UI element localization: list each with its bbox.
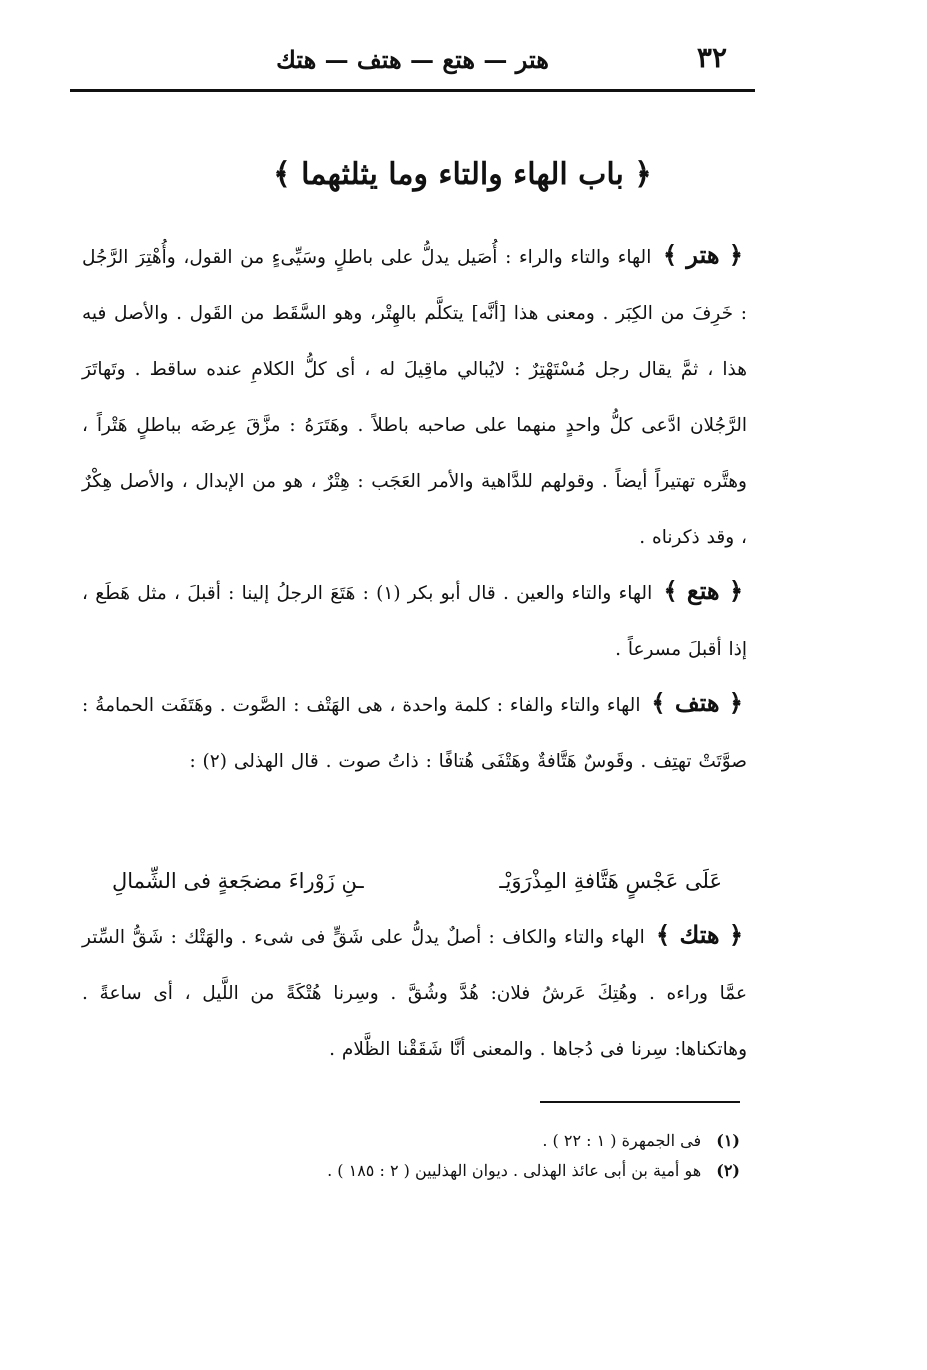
entry-hataf bbox=[82, 678, 747, 790]
entry-hatk bbox=[82, 910, 747, 1078]
verse-second-hemistich: ـنِ زَوْراءَ مضجَعةٍ فى الشِّمالِ bbox=[112, 869, 364, 893]
footnote-text: هو أمية بن أبى عائذ الهذلى . ديوان الهذليين ( ٢ : ١٨٥ ) . bbox=[327, 1161, 702, 1180]
footnote-1 bbox=[150, 1126, 740, 1156]
dictionary-entries bbox=[82, 230, 747, 790]
footnote-number: (٢) bbox=[716, 1161, 740, 1180]
headword: ﴿ هتف ﴾ bbox=[651, 688, 743, 717]
entry-text: الهاء والتاء والعين . قال أبو بكر (١) : هَتَعَ الرجلُ إلينا : أقبلَ ، مثل هَطَع ، إذا أقبلَ مسرعاً . bbox=[82, 583, 747, 660]
entry-hatk-paragraph bbox=[82, 910, 747, 1078]
footnote-rule bbox=[540, 1101, 740, 1103]
footnotes bbox=[150, 1126, 740, 1186]
header-rule bbox=[70, 89, 755, 92]
verse-first-hemistich: عَلَى عَجْسٍ هَتَّافةِ المِذْرَوَيْـ bbox=[499, 869, 722, 893]
chapter-title: ﴿ باب الهاء والتاء وما يثلثهما ﴾ bbox=[273, 157, 652, 192]
headword: ﴿ هتر ﴾ bbox=[663, 240, 743, 269]
entry-hatr bbox=[82, 230, 747, 566]
page-number: ٣٢ bbox=[696, 41, 727, 74]
entry-hata bbox=[82, 566, 747, 678]
running-head: هتر — هتع — هتف — هتك bbox=[276, 45, 549, 74]
page-header bbox=[70, 40, 755, 92]
entry-text: الهاء والتاء والراء : أُصَيل يدلُّ على باطلٍ وسَيِّىءٍ من القول، وأُهْتِرَ الرَّجُل : خَرِفَ من الكِبَر . ومعنى هذا [أنَّه] يتكلَّم بالهِتْر، وهو السَّقَط من القَول . والأصل فيه هذا ، ثمَّ يقال رجل مُسْتَهْتِرٌ : لايُبالي ماقِيلَ له ، أى كلُّ الكلامِ عنده ساقط . وتَهاتَرَ الرَّجُلان ادَّعى كلُّ واحدٍ منهما على صاحبه باطلاً . وهَتَرَهُ : مزَّقَ عِرضَه بباطلٍ هَتْراً ، وهتَّره تهتيراً أيضاً . وقولهم للدَّاهية والأمر العَجَب : هِتْرٌ ، هو من الإبدال ، والأصل هِكْرٌ ، وقد ذكرناه . bbox=[82, 247, 747, 548]
poetry-verse bbox=[112, 857, 722, 905]
footnote-text: فى الجمهرة ( ١ : ٢٢ ) . bbox=[542, 1131, 702, 1150]
headword: ﴿ هتك ﴾ bbox=[656, 920, 744, 949]
headword: ﴿ هتع ﴾ bbox=[663, 576, 744, 605]
entry-text: الهاء والتاء والفاء : كلمة واحدة ، هى الهَتْف : الصَّوت . وهَتَفَت الحمامةُ : صوَّتَتْ تهتِف . وقَوسٌ هَتَّافةٌ وهَتْفَى هُتافًا : ذاتُ صوت . قال الهذلى (٢) : bbox=[82, 695, 747, 772]
entry-text: الهاء والتاء والكاف : أصلٌ يدلُّ على شَقٍّ فى شىء . والهَتْك : شَقُّ السِّتر عمَّا وراءه . وهُتِكَ عَرشُ فلان: هُدَّ وشُقَّ . وسِرنا هُتْكَةً من اللَّيل ، أى ساعةً . وهاتكناها: سِرنا فى دُجاها . والمعنى أنَّا شَقَقْنا الظَّلام . bbox=[82, 927, 747, 1060]
footnote-2 bbox=[150, 1156, 740, 1186]
footnote-number: (١) bbox=[716, 1131, 740, 1150]
